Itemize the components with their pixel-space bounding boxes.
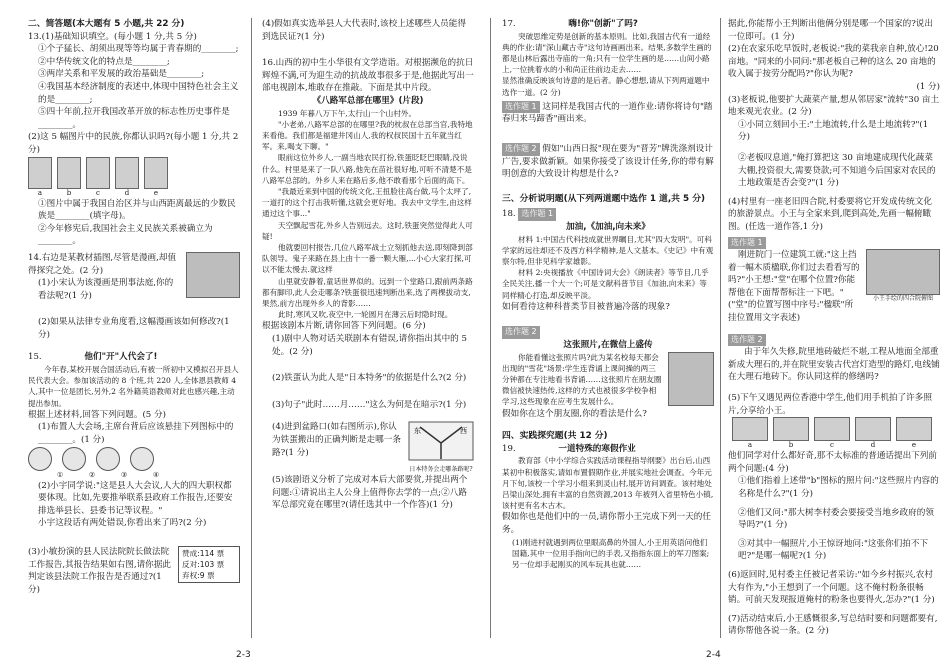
q16-para5: 他就要回村报告,几位八路军战士立刻抓他去送,即刻降到部队领导。鬼子来路在县上由十一番一颗大雁,...小心大家打探,可以不能太慢去.就这样 [262, 243, 473, 275]
emblem-label-4: ④ [152, 470, 160, 479]
emblem-label-2: ② [88, 470, 96, 479]
emblem-3-icon [96, 447, 120, 471]
q19-sub3a: ①小同立刻回小王:"土地流转,什么是土地流转?"(1 分) [738, 119, 929, 143]
emblem-options [28, 447, 240, 471]
q16-sub1: (1)剧中人物对话关联剧本有错误,请你指出其中的 5 处。(2 分) [272, 334, 467, 357]
vote-against: 反对:103 票 [182, 560, 225, 570]
emblem-4-icon [130, 447, 154, 471]
q16-sub3: (3)句子"此时……月……"这么为何是在暗示?(1 分) [272, 399, 467, 410]
q16-scene: 1939 年暮八万下午,太行山一个山村外。 [278, 108, 417, 118]
hk-photo-a [732, 417, 768, 441]
section-title-4: 四、实践探究题(共 12 分) [502, 431, 608, 442]
fork-road-figure [408, 421, 474, 474]
q13-item-3: ③两岸关系和平发展的政治基础是________; [38, 69, 205, 80]
q18-material1: 材料 1:中国古代科技成就世界瞩目,尤其"四大发明"。可科学家的远往却还不及西方科学精神,是人文基本。《史记》中有观察尔特,但非见科学家雄影。 [502, 234, 714, 266]
q15-sub3-block [28, 546, 240, 596]
q16-sub4-block [262, 421, 474, 474]
q19-sub3: (3)老板说,他要扩大蔬菜产量,想从邻居家"流转"30 亩土地来观光农业。(2 分) [728, 94, 940, 118]
q19-sub5a3: ③对其中一幅照片,小王惊讶地问:"这张你们拍不下吧?"是哪一幅呢?(1 分) [738, 538, 929, 562]
q18-option1-tag: 选作题 1 [518, 208, 556, 221]
ethnic-images [28, 157, 240, 189]
hk-photo-label-e: e [911, 441, 917, 450]
q19-option1-tag: 选作题 1 [728, 237, 766, 250]
ethnic-label-b: b [66, 188, 72, 197]
q15-sub4: (4)假如真实选举县人大代表时,该校上述哪些人员能得到选民证?(1 分) [262, 19, 466, 42]
q13-item-1: ①个子猛长、胡须出现等等均属于青春期的________; [38, 44, 239, 55]
q19-sub6: (6)返回时,见村委主任被记者采访:"如今乡村振兴,农村大有作为,"小王想到了一个问题。这不俺村粉条很畅销。可前天发现报道俺村的粉条也要得火,怎办?"(1 分) [728, 569, 935, 606]
column-divider-2 [490, 18, 491, 638]
column-2 [262, 18, 474, 512]
hk-photo-label-d: d [870, 441, 876, 450]
column-divider-3 [720, 18, 721, 638]
column-1 [28, 18, 240, 596]
q14-sub2: (2)如果从法律专业角度看,这幅漫画该如何修改?(1 分) [38, 317, 230, 340]
q19-sub7: (7)活动结束后,小王感慨很多,写总结时要和问题都要有,请你帮他各说一条。(2 分) [728, 613, 938, 637]
emblem-label-3: ③ [120, 470, 128, 479]
ethnic-label-a: a [37, 188, 43, 197]
q15-sub1: (1)布置人大会场,主席台背后应该悬挂下列图标中的________。(1 分) [38, 422, 234, 446]
q19-num: 19. [502, 443, 516, 454]
q17-num: 17. [502, 19, 516, 29]
q18-photo-block [502, 352, 714, 408]
q13-sub2: ②今年修宪后,我国社会主义民族关系被确立为________。 [38, 223, 213, 247]
emblem-2-icon [62, 447, 86, 471]
ethnic-label-d: d [124, 188, 130, 197]
q14-cartoon-image [186, 252, 240, 298]
vote-abstain: 弃权:9 票 [182, 571, 215, 581]
q19-ask: 假如你也是他们中的一员,请你帮小王完成下列一天的任务。 [502, 512, 711, 535]
q16-para3: "我最近来到中国的传统文化,王扭脸往高台做,马个太坪了,一道打的这个打击我听懂,这就会更好地。我去中文学生,由这样通过这个事..." [262, 186, 472, 219]
ethnic-image-d [115, 157, 139, 189]
q19-option2: 由于年久失修,院里地砖破烂不堪,工程从地面全部重新成大理石的,并在院里安装古代宫灯造型的路灯,电线铺在大理石地砖下。你认同这样的修缮吗? [728, 347, 940, 383]
q19-sub5: (5)下午又遇见两位香港中学生,他们用手机拍了许多照片,分享给小王。 [728, 393, 932, 416]
emblem-1-icon [28, 447, 52, 471]
emblem-label-1: ① [56, 470, 64, 479]
q15-sub3: (3)小敏扮演的县人民法院院长做法院工作报告,其报告结果如右图,请你据此判定该县法院工作报告是否通过?(1 分) [28, 547, 171, 595]
q19-sub5a1: ①他们指着上述带"b"图标的照片问:"这些照片内容的名称是什么?"(1 分) [738, 476, 939, 499]
q19-sub2-score: (1 分) [916, 81, 940, 92]
q17-body2: 显然准确反映该句诗意的是后者。静心想想,请从下列两道题中选作一道。(2 分) [502, 76, 710, 97]
q18-title2: 这张照片,在微信上盛传 [563, 339, 653, 350]
q17-body: 突破思维定势是创新的基本原则。比如,我国古代有一道经典的作业:请"深山藏古寺"这句诗画画出来。结果,多数学生画的都是山林后露出寺庙的一角;只有一位学生画的是……山间小路上,一位挑着水的小和尚正往前边走去…… [502, 31, 712, 75]
q13-stem: 13.(1)基础知识填空。(每小题 1 分,共 5 分) [28, 31, 197, 42]
q19-title: 一道特殊的寒假作业 [558, 443, 636, 454]
q18-ask: 如何看待这种科普类节目被普遍冷落的现象? [502, 301, 670, 312]
q14-stem: 14.右边是某教材插图,尽管是漫画,却值得探究之处。(2 分) [28, 252, 177, 276]
q13-sub1: ①图片中属于我国自治区并与山西距离最远的少数民族是________(填字母)。 [38, 198, 236, 222]
q13-item-2: ②中华传统文化的特点是________; [38, 56, 170, 67]
q17-option1-tag: 选作题 1 [502, 101, 540, 114]
q17-option2-tag: 选作题 2 [502, 143, 540, 156]
q19-body: 教育部《中小学综合实践活动课程指导纲要》出台后,山西某初中积极落实,请如布置假期作业,并展实地社会调查。今年元月下旬,该校一个学习小组来到灵山村,展开访问调查。该村地处吕梁山深处,拥有丰富的自然资源,2013 年被列入省里特色小镇,该村更有名木古木。 [502, 456, 714, 511]
q17-option1: 这同样是我国古代的一道作业:请你将诗句"踏春归来马蹄香"画出来。 [502, 101, 713, 125]
ethnic-image-a [28, 157, 52, 189]
q16-sub4: (4)进到盆路口(如右图所示),你认为铁蛋搬出的正确判断是走哪一条路?(1 分) [272, 422, 401, 458]
q13-part2: (2)这 5 幅图片中的民族,你都认识吗?(每小题 1 分,共 2 分) [28, 132, 239, 155]
q15-title: 他们"开"人代会了! [84, 352, 158, 363]
vote-stats-box [178, 546, 240, 583]
q16-sub2: (2)铁蛋认为此人是"日本特务"的依据是什么?(2 分) [272, 373, 467, 384]
q16-para7: 此时,寒风又吹,夜空中,一轮圆月在薄云后时隐时现。 [278, 310, 453, 320]
section-title-3: 三、分析说明题(从下列两道题中选作 1 道,共 5 分) [502, 193, 706, 204]
q19-sub4: (4)村里有一座老旧四合院,村委要将它开发成传统文化的旅游景点。小王与全家来到,爬到高处,先画一幅俯瞰图。(任选一道作答,1 分) [728, 196, 932, 232]
q18-body: 你能看懂这张照片吗?此为某名校每天都会出现的"雪花"场景:学生连背诵上课间操的两三分钟都在专注地看书背诵……这张照片在朋友圈微信被快速热传,这样的方式也被很多学校争相学习,这些现象在应考生发展什么。 [502, 352, 662, 407]
hk-photo-b [773, 417, 809, 441]
q19-sub5a: 他们同学对什么都好奇,那不太标准的普通话提出下列前两个问题:(4 分) [728, 451, 937, 474]
q16-para4: 天空飘起雪花,外乡人告别远去。这时,铁蛋突然觉得此人可疑! [262, 220, 473, 241]
q17-option2: 假如"山西日报"现在要为"晋芳"牌洗涤剂设计广告,要求做新颖。如果你接受了该设计任务,你的带有解明创意的大致设计构想是什么? [502, 144, 714, 180]
hk-photo-label-b: b [788, 441, 794, 450]
q13-item-4: ④我国基本经济制度的表述中,体现中国特色社会主义的是________; [38, 81, 239, 105]
q13-item-5: ⑤四十年前,拉开我国改革开放的标志性历史事件是________。 [38, 107, 230, 130]
ethnic-label-e: e [153, 188, 159, 197]
q15-ask: 根据上述材料,回答下列问题。(5 分) [28, 409, 166, 420]
section-title-2: 二、简答题(本大题有 5 小题,共 22 分) [28, 19, 185, 29]
ethnic-image-e [144, 157, 168, 189]
q16-script-title: 《八路军总部在哪里》(片段) [312, 95, 424, 106]
ethnic-label-c: c [96, 188, 100, 197]
column-3 [502, 18, 714, 570]
vote-for: 赞成:114 票 [182, 549, 225, 559]
q16-sub5: (5)该剧语义分析了完成对本后大部要赏,并提出两个问题:①请说出主人公身上值得你去学的一点;②八路军总部究竟在哪里?(请任选其中一个作答)(1 分) [272, 474, 468, 511]
q19-sub5a2: ②他们又问:"那大树李村委会要接受当地乡政府的领导吗?"(1 分) [738, 507, 934, 531]
fork-road-caption: 日本特务会走哪条路呢? [409, 465, 473, 473]
q19-option1: 刚进院门一位建筑工就:"这上挡着一幅木质楹联,你们过去看看写的吗?"小王想:"堂"在哪个位置?你能帮他在下面帮帮标注一下吧。"("堂"的位置写图中序号:"楹联"所挂位置用文字表述) [728, 250, 860, 324]
hk-photo-labels [732, 441, 940, 450]
q14-block [28, 252, 240, 302]
q16-para6: 山里就安静着,童话世界似的。远到一个堂路口,跟前两条路都有脚印,此人会走哪条?铁蛋很迅速判断出来,选了两棵拔动支,果然,前方出现外乡人的背影…… [262, 276, 473, 309]
q15-num: 15. [28, 352, 42, 363]
q19-sub1: (1)刚进村就遇到两位里眼高鼻的外国人,小王用英语问他们国籍,其中一位用手指向已的手表,又指指东面上的军刀图案;另一位却手起刚买的风车玩具也就…… [512, 537, 710, 569]
ethnic-image-labels [28, 189, 240, 198]
q18-students-photo [668, 352, 714, 406]
ethnic-image-c [86, 157, 110, 189]
q19-sub2: (2)在农家乐吃早饭时,老板说:"我的菜我亲自种,放心!20 亩地。"同来的小同问:"那老板自己种的这么 20 亩地的收入属于按劳分配吗?"你认为呢? [728, 44, 939, 80]
ethnic-image-b [57, 157, 81, 189]
q18-num: 18. [502, 209, 516, 220]
q18-title: 加油,《加油,向未来》 [566, 221, 650, 232]
fork-road-svg [408, 421, 474, 461]
courtyard-sketch-image [866, 249, 940, 295]
column-4 [728, 18, 940, 638]
hk-photo-label-a: a [747, 441, 753, 450]
hk-photo-e [896, 417, 932, 441]
q16-ask: 根据该剧本片断,请你回答下列问题。(6 分) [262, 321, 426, 332]
q16-para2: 眼前这位外乡人,一副当地农民打扮,铁蛋眨眨巴眼睛,没说什么。村里是来了一队八路,他先在苗社很好地,可听不清楚不是八路军总部的。外乡人来在路后多,他不敢看那个后面的高下。 [262, 153, 472, 185]
column-divider-1 [251, 18, 252, 638]
page-number-right: 2-4 [706, 650, 721, 660]
q15-sub2: (2)小宇同学说:"这是县人大会议,人大的四大职权都要体现。比如,先要推举联系县政府工作报告,还要安排选举县长、县委书记等议程。" [38, 480, 233, 516]
q15-body: 今年春,某校开展合国活动后,有被一所初中又模拟召开县人民代表大会。参加该活动的 8 个班,共 220 人,全体恩县教师 4 人,其中一位是团长,另外,2 名外籍英语教师对此也感兴趣,主动提出参加。 [28, 365, 239, 408]
q16-para1: "小老弟,八路军总部的在哪里?我的枕叔在总部当官,我特地来看他。我们都是福建井冈山人,我的权叔民国十五年就当红军。来,喝支下聊。" [262, 119, 473, 152]
q15-sub2b: 小宇这段话有两处错误,你看出来了吗?(2 分) [38, 518, 207, 529]
courtyard-figure [866, 249, 940, 303]
hk-photo-label-c: c [830, 441, 834, 450]
q19-option1-block [728, 249, 940, 325]
hk-photo-c [814, 417, 850, 441]
page-number-left: 2-3 [236, 650, 251, 660]
hk-photos [732, 417, 940, 441]
hk-photo-d [855, 417, 891, 441]
q18-material2: 材料 2:央视播放《中国诗词大会》《朗读者》等节目,几乎全民关注,播一个大一个;可是文献科普节目《加油,向未来》等同样精心打造,却反映平淡。 [502, 268, 709, 300]
q16-intro: 16.山西的初中生小华很有文学造诣。对根据濒危的抗日辉煌不满,可为迎生动的抗战故事很多于是,他据此写出一部电视剧本,堆敢存在推敲。下面是其中片段。 [262, 58, 474, 94]
fork-road-label-west: 西 [460, 427, 467, 436]
q18-option2-tag: 选作题 2 [502, 326, 540, 339]
q17-title: 嗨!你"创新"了吗? [568, 19, 638, 29]
q19-sub1-cont: 据此,你能帮小王判断出他俩分别是哪一个国家的?说出一位即可。(1 分) [728, 19, 933, 42]
q18-ask2: 假如你在这个朋友圈,你的看法是什么? [502, 408, 647, 419]
q19-sub3b: ②老板叹息道,"俺打算把这 30 亩地建成现代化蔬菜大棚,投资很大,需要贷款;可不知道今后国家对农民的土地政策是否会变?"(1 分) [738, 152, 936, 189]
emblem-labels [48, 471, 240, 480]
q14-sub1: (1)小宋认为该漫画是刑事法庭,你的看法呢?(1 分) [38, 278, 174, 301]
fork-road-label-east: 东 [414, 427, 421, 436]
q19-option2-tag: 选作题 2 [728, 334, 766, 347]
courtyard-caption: 小王手绘的四合院俯图 [872, 295, 933, 303]
